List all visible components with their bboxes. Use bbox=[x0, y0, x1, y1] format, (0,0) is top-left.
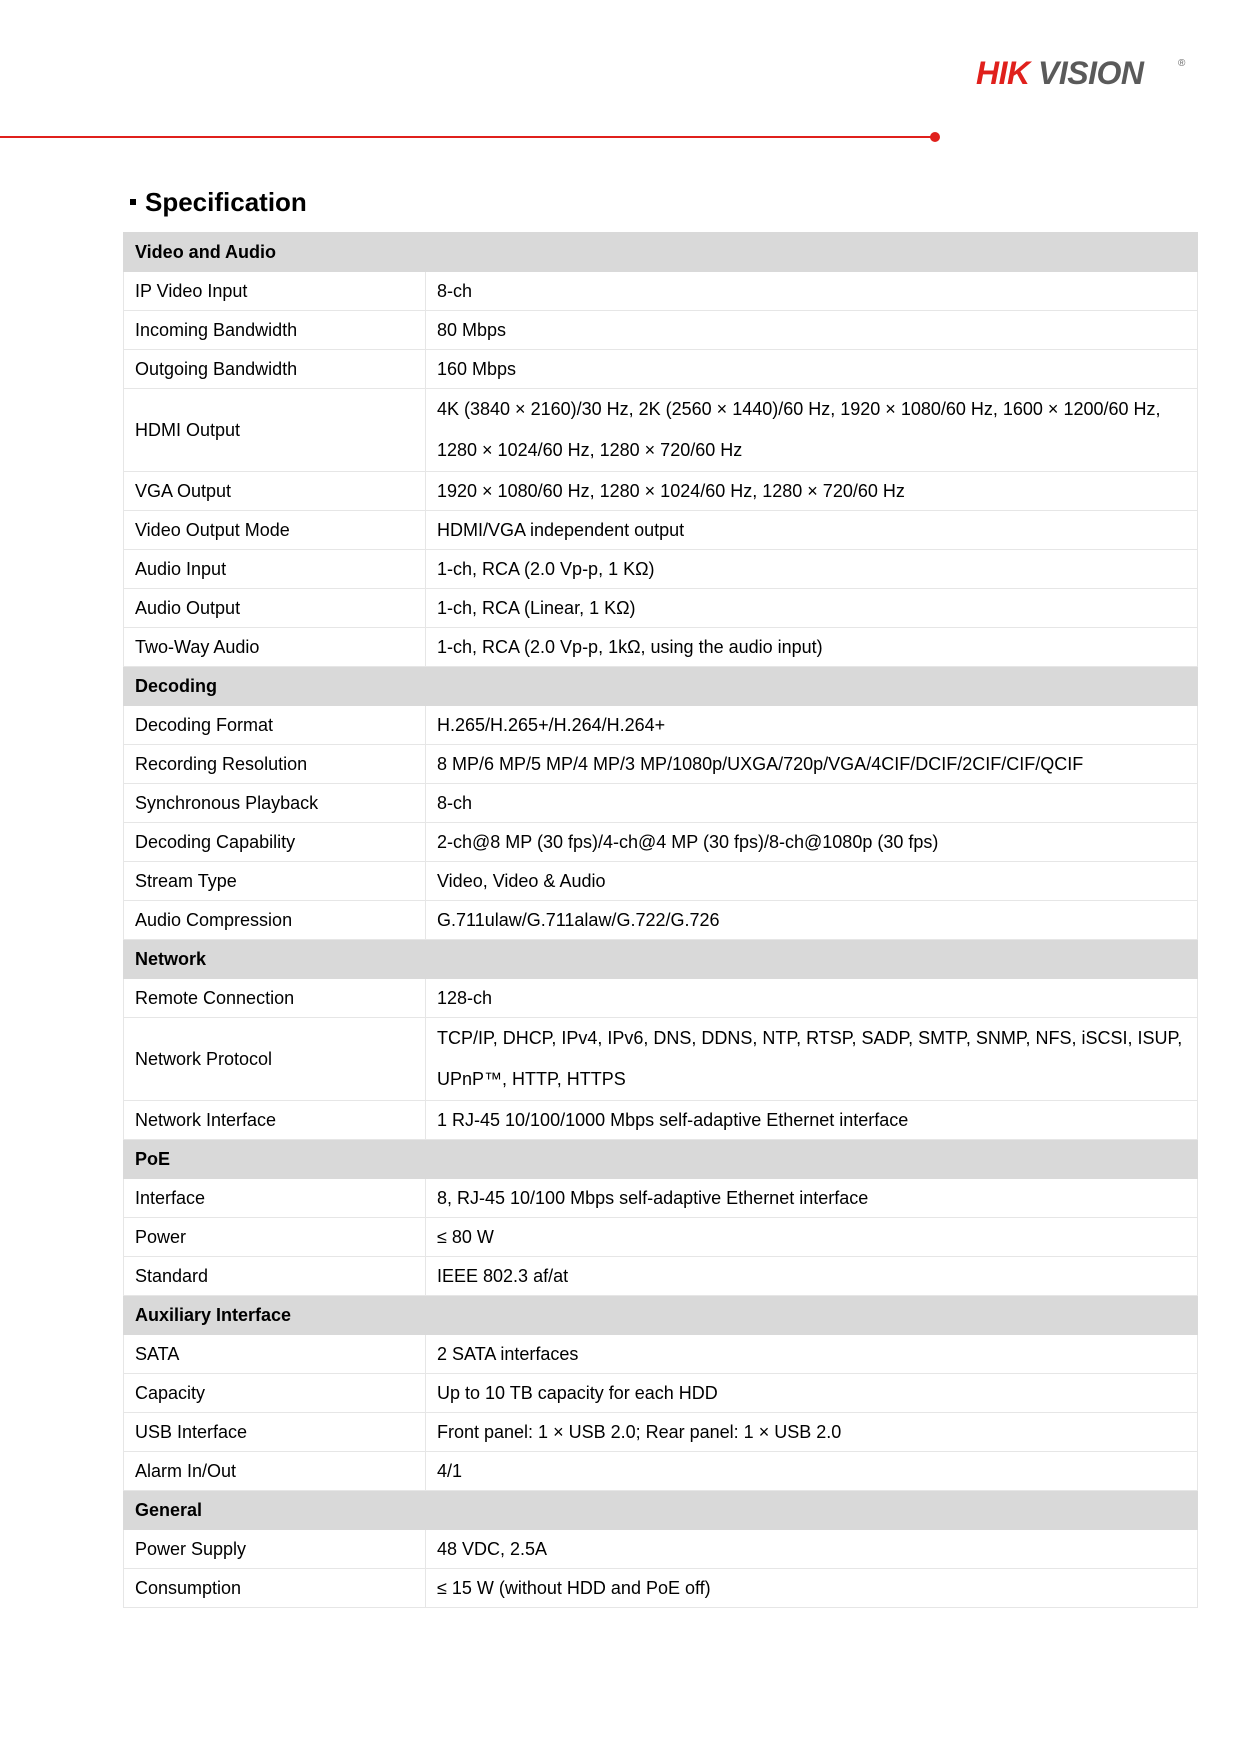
spec-value: 48 VDC, 2.5A bbox=[426, 1530, 1198, 1569]
spec-table bbox=[123, 232, 1198, 1608]
spec-value: 1-ch, RCA (2.0 Vp-p, 1kΩ, using the audio input) bbox=[426, 628, 1198, 667]
spec-label: Decoding Capability bbox=[124, 823, 426, 862]
spec-row bbox=[124, 901, 1198, 940]
spec-value: H.265/H.265+/H.264/H.264+ bbox=[426, 706, 1198, 745]
section-title: Auxiliary Interface bbox=[124, 1296, 1198, 1335]
logo-text-hik: HIK bbox=[976, 55, 1030, 91]
spec-label: Two-Way Audio bbox=[124, 628, 426, 667]
spec-value: 2-ch@8 MP (30 fps)/4-ch@4 MP (30 fps)/8-ch@1080p (30 fps) bbox=[426, 823, 1198, 862]
spec-label: Power bbox=[124, 1218, 426, 1257]
spec-row bbox=[124, 1530, 1198, 1569]
spec-label: Capacity bbox=[124, 1374, 426, 1413]
spec-value: Up to 10 TB capacity for each HDD bbox=[426, 1374, 1198, 1413]
page-title-text: Specification bbox=[145, 187, 307, 217]
spec-value: 1 RJ-45 10/100/1000 Mbps self-adaptive Ethernet interface bbox=[426, 1101, 1198, 1140]
spec-row bbox=[124, 511, 1198, 550]
section-header bbox=[124, 1140, 1198, 1179]
section-header bbox=[124, 1296, 1198, 1335]
spec-row bbox=[124, 1374, 1198, 1413]
spec-value: 1-ch, RCA (Linear, 1 KΩ) bbox=[426, 589, 1198, 628]
spec-label: Audio Compression bbox=[124, 901, 426, 940]
section-title: PoE bbox=[124, 1140, 1198, 1179]
page-title bbox=[130, 184, 307, 220]
spec-row bbox=[124, 350, 1198, 389]
hikvision-logo bbox=[976, 54, 1196, 94]
spec-value: 2 SATA interfaces bbox=[426, 1335, 1198, 1374]
section-header bbox=[124, 233, 1198, 272]
spec-row bbox=[124, 1413, 1198, 1452]
spec-row bbox=[124, 550, 1198, 589]
spec-label: IP Video Input bbox=[124, 272, 426, 311]
spec-value: ≤ 15 W (without HDD and PoE off) bbox=[426, 1569, 1198, 1608]
spec-label: Video Output Mode bbox=[124, 511, 426, 550]
section-title: Decoding bbox=[124, 667, 1198, 706]
spec-value: Video, Video & Audio bbox=[426, 862, 1198, 901]
spec-value: 8-ch bbox=[426, 784, 1198, 823]
spec-row bbox=[124, 862, 1198, 901]
spec-value: 8, RJ-45 10/100 Mbps self-adaptive Ethernet interface bbox=[426, 1179, 1198, 1218]
spec-label: Incoming Bandwidth bbox=[124, 311, 426, 350]
spec-label: USB Interface bbox=[124, 1413, 426, 1452]
spec-row bbox=[124, 1257, 1198, 1296]
spec-value: 80 Mbps bbox=[426, 311, 1198, 350]
header-rule bbox=[0, 136, 934, 138]
spec-label: Outgoing Bandwidth bbox=[124, 350, 426, 389]
spec-row bbox=[124, 389, 1198, 472]
spec-value: 8-ch bbox=[426, 272, 1198, 311]
section-title: Network bbox=[124, 940, 1198, 979]
spec-value: 1920 × 1080/60 Hz, 1280 × 1024/60 Hz, 1280 × 720/60 Hz bbox=[426, 472, 1198, 511]
spec-row bbox=[124, 1218, 1198, 1257]
spec-row bbox=[124, 472, 1198, 511]
spec-label: Stream Type bbox=[124, 862, 426, 901]
spec-label: Recording Resolution bbox=[124, 745, 426, 784]
spec-value: HDMI/VGA independent output bbox=[426, 511, 1198, 550]
spec-row bbox=[124, 1179, 1198, 1218]
spec-value: IEEE 802.3 af/at bbox=[426, 1257, 1198, 1296]
spec-value: ≤ 80 W bbox=[426, 1218, 1198, 1257]
spec-label: Remote Connection bbox=[124, 979, 426, 1018]
spec-row bbox=[124, 1018, 1198, 1101]
header-rule-dot bbox=[930, 132, 940, 142]
section-header bbox=[124, 667, 1198, 706]
spec-label: Synchronous Playback bbox=[124, 784, 426, 823]
spec-value: G.711ulaw/G.711alaw/G.722/G.726 bbox=[426, 901, 1198, 940]
spec-row bbox=[124, 706, 1198, 745]
section-title: Video and Audio bbox=[124, 233, 1198, 272]
spec-row bbox=[124, 1569, 1198, 1608]
spec-row bbox=[124, 979, 1198, 1018]
section-header bbox=[124, 1491, 1198, 1530]
spec-row bbox=[124, 823, 1198, 862]
spec-label: Audio Output bbox=[124, 589, 426, 628]
section-header bbox=[124, 940, 1198, 979]
spec-label: Consumption bbox=[124, 1569, 426, 1608]
spec-label: SATA bbox=[124, 1335, 426, 1374]
spec-label: Network Interface bbox=[124, 1101, 426, 1140]
spec-label: Decoding Format bbox=[124, 706, 426, 745]
spec-value: TCP/IP, DHCP, IPv4, IPv6, DNS, DDNS, NTP, RTSP, SADP, SMTP, SNMP, NFS, iSCSI, ISUP, UPnP™, HTTP, HTTPS bbox=[426, 1018, 1198, 1101]
spec-value: 1-ch, RCA (2.0 Vp-p, 1 KΩ) bbox=[426, 550, 1198, 589]
spec-label: Network Protocol bbox=[124, 1018, 426, 1101]
spec-row bbox=[124, 1101, 1198, 1140]
section-title: General bbox=[124, 1491, 1198, 1530]
spec-value: Front panel: 1 × USB 2.0; Rear panel: 1 × USB 2.0 bbox=[426, 1413, 1198, 1452]
spec-row bbox=[124, 745, 1198, 784]
spec-value: 128-ch bbox=[426, 979, 1198, 1018]
spec-value: 8 MP/6 MP/5 MP/4 MP/3 MP/1080p/UXGA/720p/VGA/4CIF/DCIF/2CIF/CIF/QCIF bbox=[426, 745, 1198, 784]
spec-label: Audio Input bbox=[124, 550, 426, 589]
logo-text-vision: VISION bbox=[1038, 55, 1144, 91]
spec-row bbox=[124, 311, 1198, 350]
spec-label: Standard bbox=[124, 1257, 426, 1296]
spec-row bbox=[124, 1452, 1198, 1491]
spec-value: 4/1 bbox=[426, 1452, 1198, 1491]
spec-row bbox=[124, 589, 1198, 628]
svg-text:HIK VISION bbox=[976, 55, 1145, 91]
spec-row bbox=[124, 272, 1198, 311]
spec-row bbox=[124, 784, 1198, 823]
spec-label: VGA Output bbox=[124, 472, 426, 511]
spec-label: Alarm In/Out bbox=[124, 1452, 426, 1491]
spec-value: 4K (3840 × 2160)/30 Hz, 2K (2560 × 1440)/60 Hz, 1920 × 1080/60 Hz, 1600 × 1200/60 Hz, 1280 × 1024/60 Hz, 1280 × 720/60 Hz bbox=[426, 389, 1198, 472]
registered-mark: ® bbox=[1178, 58, 1186, 69]
spec-label: HDMI Output bbox=[124, 389, 426, 472]
spec-label: Power Supply bbox=[124, 1530, 426, 1569]
spec-label: Interface bbox=[124, 1179, 426, 1218]
spec-value: 160 Mbps bbox=[426, 350, 1198, 389]
spec-row bbox=[124, 1335, 1198, 1374]
title-bullet bbox=[130, 199, 136, 205]
spec-row bbox=[124, 628, 1198, 667]
